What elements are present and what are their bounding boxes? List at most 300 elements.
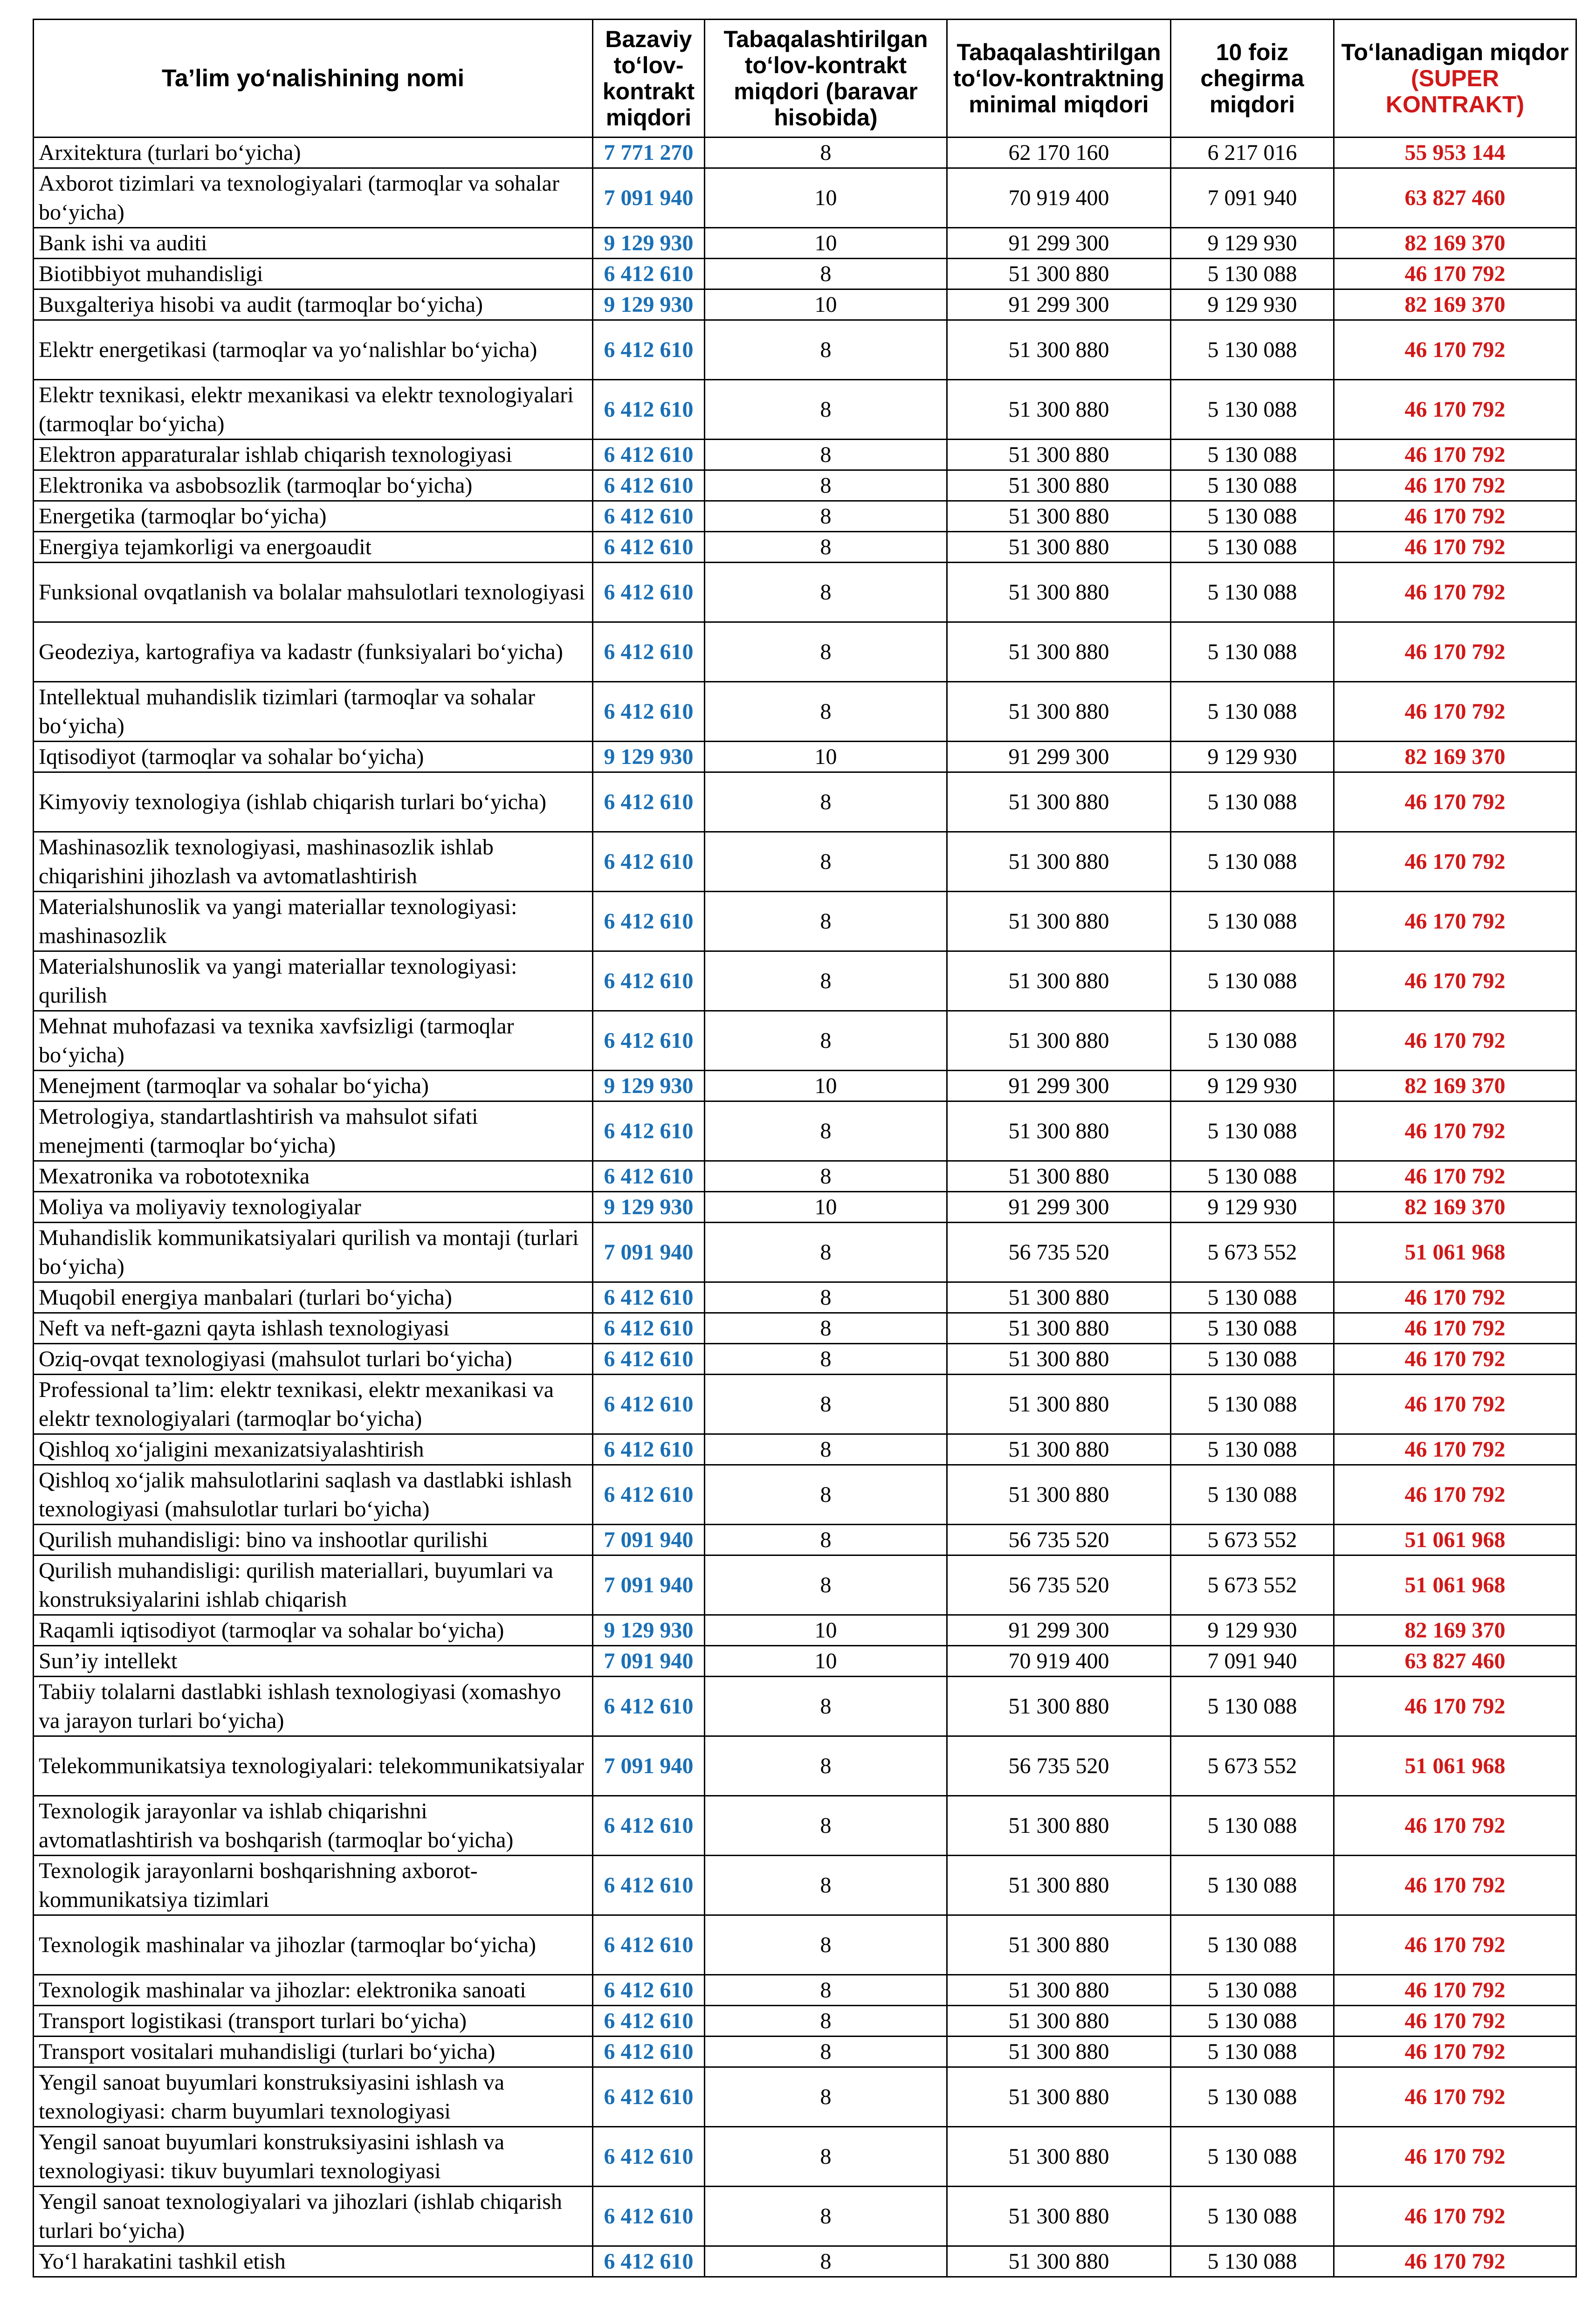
table-row [34, 1677, 1576, 1736]
base-amount-cell: 9 129 930 [593, 1615, 705, 1646]
direction-name-cell: Arxitektura (turlari bo‘yicha) [34, 138, 593, 168]
discount-cell: 5 130 088 [1171, 1344, 1334, 1375]
direction-name-cell: Texnologik mashinalar va jihozlar: elektronika sanoati [34, 1975, 593, 2006]
discount-cell: 5 130 088 [1171, 470, 1334, 501]
direction-name-cell: Telekommunikatsiya texnologiyalari: telekommunikatsiyalar [34, 1736, 593, 1796]
direction-name-cell: Moliya va moliyaviy texnologiyalar [34, 1192, 593, 1223]
base-amount-cell: 6 412 610 [593, 951, 705, 1011]
payable-amount-cell: 82 169 370 [1334, 1615, 1576, 1646]
discount-cell: 5 130 088 [1171, 832, 1334, 892]
table-row [34, 1856, 1576, 1915]
coefficient-cell: 8 [705, 2246, 947, 2277]
table-row [34, 2246, 1576, 2277]
base-amount-cell: 7 091 940 [593, 1736, 705, 1796]
discount-cell: 5 130 088 [1171, 2246, 1334, 2277]
payable-amount-cell: 46 170 792 [1334, 320, 1576, 380]
direction-name-cell: Materialshunoslik va yangi materiallar texnologiyasi: qurilish [34, 951, 593, 1011]
base-amount-cell: 6 412 610 [593, 2127, 705, 2187]
minimal-amount-cell: 91 299 300 [947, 1071, 1171, 1101]
minimal-amount-cell: 51 300 880 [947, 892, 1171, 951]
coefficient-cell: 8 [705, 1101, 947, 1161]
direction-name-cell: Elektron apparaturalar ishlab chiqarish texnologiyasi [34, 440, 593, 470]
coefficient-cell: 8 [705, 1223, 947, 1282]
table-row [34, 563, 1576, 622]
table-row [34, 1344, 1576, 1375]
payable-amount-cell: 51 061 968 [1334, 1736, 1576, 1796]
discount-cell: 9 129 930 [1171, 228, 1334, 259]
discount-cell: 6 217 016 [1171, 138, 1334, 168]
payable-amount-cell: 82 169 370 [1334, 1071, 1576, 1101]
coefficient-cell: 8 [705, 1677, 947, 1736]
table-row [34, 622, 1576, 682]
base-amount-cell: 6 412 610 [593, 1465, 705, 1525]
minimal-amount-cell: 51 300 880 [947, 1161, 1171, 1192]
discount-cell: 5 673 552 [1171, 1223, 1334, 1282]
base-amount-cell: 6 412 610 [593, 2037, 705, 2067]
minimal-amount-cell: 51 300 880 [947, 380, 1171, 440]
payable-amount-cell: 51 061 968 [1334, 1555, 1576, 1615]
base-amount-cell: 6 412 610 [593, 2246, 705, 2277]
base-amount-cell: 6 412 610 [593, 1796, 705, 1856]
payable-amount-cell: 46 170 792 [1334, 1856, 1576, 1915]
minimal-amount-cell: 70 919 400 [947, 1646, 1171, 1677]
base-amount-cell: 6 412 610 [593, 622, 705, 682]
payable-amount-cell: 46 170 792 [1334, 2067, 1576, 2127]
discount-cell: 5 673 552 [1171, 1555, 1334, 1615]
payable-amount-cell: 46 170 792 [1334, 2127, 1576, 2187]
minimal-amount-cell: 51 300 880 [947, 2006, 1171, 2037]
payable-amount-cell: 46 170 792 [1334, 501, 1576, 532]
table-row [34, 2037, 1576, 2067]
discount-cell: 5 673 552 [1171, 1525, 1334, 1555]
payable-amount-cell: 46 170 792 [1334, 1101, 1576, 1161]
base-amount-cell: 7 091 940 [593, 1223, 705, 1282]
minimal-amount-cell: 62 170 160 [947, 138, 1171, 168]
direction-name-cell: Raqamli iqtisodiyot (tarmoqlar va sohalar bo‘yicha) [34, 1615, 593, 1646]
table-row [34, 470, 1576, 501]
payable-amount-cell: 46 170 792 [1334, 1915, 1576, 1975]
direction-name-cell: Bank ishi va auditi [34, 228, 593, 259]
header-payable-label: To‘lanadigan miqdor [1341, 39, 1569, 65]
payable-amount-cell: 46 170 792 [1334, 532, 1576, 563]
coefficient-cell: 10 [705, 1192, 947, 1223]
minimal-amount-cell: 51 300 880 [947, 563, 1171, 622]
header-direction-name: Ta’lim yo‘nalishining nomi [34, 20, 593, 138]
direction-name-cell: Yengil sanoat buyumlari konstruksiyasini ishlash va texnologiyasi: charm buyumlari texnologiyasi [34, 2067, 593, 2127]
table-row [34, 289, 1576, 320]
discount-cell: 5 130 088 [1171, 1434, 1334, 1465]
base-amount-cell: 6 412 610 [593, 1915, 705, 1975]
base-amount-cell: 6 412 610 [593, 1375, 705, 1434]
coefficient-cell: 10 [705, 1071, 947, 1101]
direction-name-cell: Elektr texnikasi, elektr mexanikasi va elektr texnologiyalari (tarmoqlar bo‘yicha) [34, 380, 593, 440]
table-row [34, 138, 1576, 168]
payable-amount-cell: 46 170 792 [1334, 1975, 1576, 2006]
base-amount-cell: 9 129 930 [593, 289, 705, 320]
payable-amount-cell: 82 169 370 [1334, 1192, 1576, 1223]
table-row [34, 2127, 1576, 2187]
base-amount-cell: 7 091 940 [593, 1555, 705, 1615]
direction-name-cell: Intellektual muhandislik tizimlari (tarmoqlar va sohalar bo‘yicha) [34, 682, 593, 742]
discount-cell: 5 130 088 [1171, 1101, 1334, 1161]
discount-cell: 5 130 088 [1171, 2067, 1334, 2127]
discount-cell: 9 129 930 [1171, 1071, 1334, 1101]
direction-name-cell: Iqtisodiyot (tarmoqlar va sohalar bo‘yicha) [34, 742, 593, 772]
minimal-amount-cell: 70 919 400 [947, 168, 1171, 228]
coefficient-cell: 8 [705, 138, 947, 168]
base-amount-cell: 6 412 610 [593, 532, 705, 563]
table-row [34, 742, 1576, 772]
payable-amount-cell: 46 170 792 [1334, 1375, 1576, 1434]
header-super-contract-label: (SUPER KONTRAKT) [1385, 65, 1525, 117]
coefficient-cell: 10 [705, 1615, 947, 1646]
discount-cell: 5 130 088 [1171, 320, 1334, 380]
payable-amount-cell: 46 170 792 [1334, 1011, 1576, 1071]
direction-name-cell: Texnologik mashinalar va jihozlar (tarmoqlar bo‘yicha) [34, 1915, 593, 1975]
table-row [34, 1975, 1576, 2006]
direction-name-cell: Elektr energetikasi (tarmoqlar va yo‘nalishlar bo‘yicha) [34, 320, 593, 380]
header-row [34, 20, 1576, 138]
direction-name-cell: Buxgalteriya hisobi va audit (tarmoqlar bo‘yicha) [34, 289, 593, 320]
discount-cell: 5 130 088 [1171, 1313, 1334, 1344]
minimal-amount-cell: 51 300 880 [947, 259, 1171, 289]
base-amount-cell: 6 412 610 [593, 1313, 705, 1344]
table-row [34, 228, 1576, 259]
minimal-amount-cell: 51 300 880 [947, 1375, 1171, 1434]
coefficient-cell: 8 [705, 2067, 947, 2127]
direction-name-cell: Sun’iy intellekt [34, 1646, 593, 1677]
payable-amount-cell: 46 170 792 [1334, 563, 1576, 622]
base-amount-cell: 7 091 940 [593, 1646, 705, 1677]
table-row [34, 440, 1576, 470]
base-amount-cell: 6 412 610 [593, 380, 705, 440]
table-row [34, 832, 1576, 892]
payable-amount-cell: 46 170 792 [1334, 259, 1576, 289]
coefficient-cell: 8 [705, 622, 947, 682]
payable-amount-cell: 46 170 792 [1334, 2187, 1576, 2246]
discount-cell: 5 130 088 [1171, 1375, 1334, 1434]
table-row [34, 1161, 1576, 1192]
discount-cell: 5 130 088 [1171, 2187, 1334, 2246]
minimal-amount-cell: 51 300 880 [947, 440, 1171, 470]
direction-name-cell: Mashinasozlik texnologiyasi, mashinasozlik ishlab chiqarishini jihozlash va avtomatlashtirish [34, 832, 593, 892]
discount-cell: 5 130 088 [1171, 532, 1334, 563]
payable-amount-cell: 46 170 792 [1334, 1796, 1576, 1856]
direction-name-cell: Oziq-ovqat texnologiyasi (mahsulot turlari bo‘yicha) [34, 1344, 593, 1375]
table-row [34, 259, 1576, 289]
payable-amount-cell: 46 170 792 [1334, 832, 1576, 892]
base-amount-cell: 6 412 610 [593, 1282, 705, 1313]
discount-cell: 5 130 088 [1171, 2037, 1334, 2067]
base-amount-cell: 6 412 610 [593, 259, 705, 289]
minimal-amount-cell: 51 300 880 [947, 1282, 1171, 1313]
table-row [34, 1011, 1576, 1071]
minimal-amount-cell: 51 300 880 [947, 2067, 1171, 2127]
table-row [34, 1525, 1576, 1555]
payable-amount-cell: 46 170 792 [1334, 2246, 1576, 2277]
minimal-amount-cell: 51 300 880 [947, 2187, 1171, 2246]
minimal-amount-cell: 51 300 880 [947, 470, 1171, 501]
minimal-amount-cell: 91 299 300 [947, 228, 1171, 259]
discount-cell: 5 673 552 [1171, 1736, 1334, 1796]
table-row [34, 1375, 1576, 1434]
payable-amount-cell: 46 170 792 [1334, 2037, 1576, 2067]
base-amount-cell: 9 129 930 [593, 228, 705, 259]
payable-amount-cell: 63 827 460 [1334, 1646, 1576, 1677]
payable-amount-cell: 82 169 370 [1334, 742, 1576, 772]
discount-cell: 5 130 088 [1171, 2127, 1334, 2187]
discount-cell: 5 130 088 [1171, 1915, 1334, 1975]
direction-name-cell: Axborot tizimlari va texnologiyalari (tarmoqlar va sohalar bo‘yicha) [34, 168, 593, 228]
minimal-amount-cell: 51 300 880 [947, 1677, 1171, 1736]
minimal-amount-cell: 56 735 520 [947, 1736, 1171, 1796]
base-amount-cell: 6 412 610 [593, 1101, 705, 1161]
payable-amount-cell: 46 170 792 [1334, 682, 1576, 742]
direction-name-cell: Qishloq xo‘jaligini mexanizatsiyalashtirish [34, 1434, 593, 1465]
coefficient-cell: 8 [705, 470, 947, 501]
base-amount-cell: 6 412 610 [593, 832, 705, 892]
table-row [34, 1646, 1576, 1677]
base-amount-cell: 6 412 610 [593, 1011, 705, 1071]
minimal-amount-cell: 51 300 880 [947, 1011, 1171, 1071]
table-row [34, 1192, 1576, 1223]
base-amount-cell: 6 412 610 [593, 563, 705, 622]
minimal-amount-cell: 91 299 300 [947, 1615, 1171, 1646]
minimal-amount-cell: 51 300 880 [947, 2037, 1171, 2067]
minimal-amount-cell: 51 300 880 [947, 320, 1171, 380]
base-amount-cell: 6 412 610 [593, 1975, 705, 2006]
header-payable-amount [1334, 20, 1576, 138]
discount-cell: 5 130 088 [1171, 563, 1334, 622]
base-amount-cell: 6 412 610 [593, 2187, 705, 2246]
coefficient-cell: 8 [705, 563, 947, 622]
discount-cell: 9 129 930 [1171, 1192, 1334, 1223]
coefficient-cell: 8 [705, 892, 947, 951]
table-row [34, 1796, 1576, 1856]
table-row [34, 1736, 1576, 1796]
payable-amount-cell: 46 170 792 [1334, 951, 1576, 1011]
coefficient-cell: 8 [705, 1375, 947, 1434]
coefficient-cell: 8 [705, 951, 947, 1011]
minimal-amount-cell: 51 300 880 [947, 1465, 1171, 1525]
discount-cell: 5 130 088 [1171, 1465, 1334, 1525]
payable-amount-cell: 46 170 792 [1334, 772, 1576, 832]
payable-amount-cell: 46 170 792 [1334, 470, 1576, 501]
coefficient-cell: 8 [705, 2006, 947, 2037]
direction-name-cell: Qishloq xo‘jalik mahsulotlarini saqlash va dastlabki ishlash texnologiyasi (mahsulotlar turlari bo‘yicha) [34, 1465, 593, 1525]
direction-name-cell: Transport vositalari muhandisligi (turlari bo‘yicha) [34, 2037, 593, 2067]
discount-cell: 5 130 088 [1171, 622, 1334, 682]
direction-name-cell: Menejment (tarmoqlar va sohalar bo‘yicha) [34, 1071, 593, 1101]
discount-cell: 5 130 088 [1171, 259, 1334, 289]
payable-amount-cell: 46 170 792 [1334, 622, 1576, 682]
payable-amount-cell: 46 170 792 [1334, 2006, 1576, 2037]
discount-cell: 5 130 088 [1171, 951, 1334, 1011]
direction-name-cell: Energetika (tarmoqlar bo‘yicha) [34, 501, 593, 532]
coefficient-cell: 8 [705, 1344, 947, 1375]
base-amount-cell: 7 771 270 [593, 138, 705, 168]
direction-name-cell: Yo‘l harakatini tashkil etish [34, 2246, 593, 2277]
base-amount-cell: 6 412 610 [593, 772, 705, 832]
table-row [34, 1282, 1576, 1313]
table-row [34, 168, 1576, 228]
header-coefficient: Tabaqalashtirilgan to‘lov-kontrakt miqdori (baravar hisobida) [705, 20, 947, 138]
base-amount-cell: 6 412 610 [593, 1856, 705, 1915]
minimal-amount-cell: 51 300 880 [947, 1434, 1171, 1465]
direction-name-cell: Metrologiya, standartlashtirish va mahsulot sifati menejmenti (tarmoqlar bo‘yicha) [34, 1101, 593, 1161]
minimal-amount-cell: 51 300 880 [947, 1915, 1171, 1975]
minimal-amount-cell: 51 300 880 [947, 1313, 1171, 1344]
direction-name-cell: Materialshunoslik va yangi materiallar texnologiyasi: mashinasozlik [34, 892, 593, 951]
coefficient-cell: 8 [705, 1555, 947, 1615]
coefficient-cell: 10 [705, 289, 947, 320]
coefficient-cell: 8 [705, 1796, 947, 1856]
minimal-amount-cell: 51 300 880 [947, 1344, 1171, 1375]
direction-name-cell: Tabiiy tolalarni dastlabki ishlash texnologiyasi (xomashyo va jarayon turlari bo‘yicha) [34, 1677, 593, 1736]
discount-cell: 5 130 088 [1171, 440, 1334, 470]
minimal-amount-cell: 51 300 880 [947, 2246, 1171, 2277]
minimal-amount-cell: 56 735 520 [947, 1555, 1171, 1615]
header-base-amount: Bazaviy to‘lov-kontrakt miqdori [593, 20, 705, 138]
discount-cell: 5 130 088 [1171, 1856, 1334, 1915]
base-amount-cell: 6 412 610 [593, 501, 705, 532]
minimal-amount-cell: 51 300 880 [947, 2127, 1171, 2187]
direction-name-cell: Elektronika va asbobsozlik (tarmoqlar bo‘yicha) [34, 470, 593, 501]
minimal-amount-cell: 91 299 300 [947, 1192, 1171, 1223]
table-row [34, 532, 1576, 563]
coefficient-cell: 8 [705, 1011, 947, 1071]
minimal-amount-cell: 91 299 300 [947, 289, 1171, 320]
discount-cell: 9 129 930 [1171, 742, 1334, 772]
coefficient-cell: 8 [705, 1856, 947, 1915]
direction-name-cell: Yengil sanoat buyumlari konstruksiyasini ishlash va texnologiyasi: tikuv buyumlari texnologiyasi [34, 2127, 593, 2187]
base-amount-cell: 6 412 610 [593, 320, 705, 380]
table-row [34, 1313, 1576, 1344]
discount-cell: 5 130 088 [1171, 1161, 1334, 1192]
coefficient-cell: 8 [705, 259, 947, 289]
payable-amount-cell: 46 170 792 [1334, 380, 1576, 440]
payable-amount-cell: 46 170 792 [1334, 440, 1576, 470]
minimal-amount-cell: 56 735 520 [947, 1525, 1171, 1555]
payable-amount-cell: 46 170 792 [1334, 1434, 1576, 1465]
base-amount-cell: 9 129 930 [593, 742, 705, 772]
table-row [34, 892, 1576, 951]
discount-cell: 5 130 088 [1171, 1011, 1334, 1071]
table-row [34, 1555, 1576, 1615]
discount-cell: 5 130 088 [1171, 380, 1334, 440]
coefficient-cell: 10 [705, 1646, 947, 1677]
payable-amount-cell: 82 169 370 [1334, 228, 1576, 259]
coefficient-cell: 8 [705, 1975, 947, 2006]
table-row [34, 501, 1576, 532]
header-minimal-amount: Tabaqalashtirilgan to‘lov-kontraktning minimal miqdori [947, 20, 1171, 138]
minimal-amount-cell: 51 300 880 [947, 1796, 1171, 1856]
table-row [34, 1223, 1576, 1282]
discount-cell: 5 130 088 [1171, 2006, 1334, 2037]
header-discount: 10 foiz chegirma miqdori [1171, 20, 1334, 138]
base-amount-cell: 6 412 610 [593, 2067, 705, 2127]
discount-cell: 7 091 940 [1171, 1646, 1334, 1677]
discount-cell: 5 130 088 [1171, 1975, 1334, 2006]
minimal-amount-cell: 51 300 880 [947, 1975, 1171, 2006]
table-row [34, 2067, 1576, 2127]
payable-amount-cell: 55 953 144 [1334, 138, 1576, 168]
discount-cell: 9 129 930 [1171, 289, 1334, 320]
payable-amount-cell: 46 170 792 [1334, 1161, 1576, 1192]
payable-amount-cell: 51 061 968 [1334, 1223, 1576, 1282]
coefficient-cell: 8 [705, 440, 947, 470]
direction-name-cell: Texnologik jarayonlar va ishlab chiqarishni avtomatlashtirish va boshqarish (tarmoqlar bo‘yicha) [34, 1796, 593, 1856]
direction-name-cell: Muqobil energiya manbalari (turlari bo‘yicha) [34, 1282, 593, 1313]
base-amount-cell: 7 091 940 [593, 168, 705, 228]
table-row [34, 1071, 1576, 1101]
table-row [34, 1434, 1576, 1465]
table-row [34, 682, 1576, 742]
base-amount-cell: 6 412 610 [593, 1161, 705, 1192]
table-row [34, 380, 1576, 440]
direction-name-cell: Neft va neft-gazni qayta ishlash texnologiyasi [34, 1313, 593, 1344]
table-row [34, 772, 1576, 832]
coefficient-cell: 8 [705, 1525, 947, 1555]
coefficient-cell: 8 [705, 2127, 947, 2187]
minimal-amount-cell: 51 300 880 [947, 622, 1171, 682]
coefficient-cell: 8 [705, 320, 947, 380]
discount-cell: 5 130 088 [1171, 892, 1334, 951]
minimal-amount-cell: 51 300 880 [947, 501, 1171, 532]
direction-name-cell: Qurilish muhandisligi: qurilish materiallari, buyumlari va konstruksiyalarini ishlab chiqarish [34, 1555, 593, 1615]
discount-cell: 9 129 930 [1171, 1615, 1334, 1646]
base-amount-cell: 6 412 610 [593, 470, 705, 501]
minimal-amount-cell: 51 300 880 [947, 772, 1171, 832]
discount-cell: 5 130 088 [1171, 1282, 1334, 1313]
coefficient-cell: 8 [705, 832, 947, 892]
discount-cell: 5 130 088 [1171, 682, 1334, 742]
direction-name-cell: Yengil sanoat texnologiyalari va jihozlari (ishlab chiqarish turlari bo‘yicha) [34, 2187, 593, 2246]
coefficient-cell: 8 [705, 772, 947, 832]
coefficient-cell: 8 [705, 2037, 947, 2067]
base-amount-cell: 6 412 610 [593, 1344, 705, 1375]
direction-name-cell: Transport logistikasi (transport turlari bo‘yicha) [34, 2006, 593, 2037]
direction-name-cell: Geodeziya, kartografiya va kadastr (funksiyalari bo‘yicha) [34, 622, 593, 682]
direction-name-cell: Energiya tejamkorligi va energoaudit [34, 532, 593, 563]
table-header [34, 20, 1576, 138]
coefficient-cell: 8 [705, 682, 947, 742]
direction-name-cell: Mexatronika va robototexnika [34, 1161, 593, 1192]
direction-name-cell: Mehnat muhofazasi va texnika xavfsizligi (tarmoqlar bo‘yicha) [34, 1011, 593, 1071]
payable-amount-cell: 46 170 792 [1334, 1677, 1576, 1736]
base-amount-cell: 6 412 610 [593, 2006, 705, 2037]
discount-cell: 5 130 088 [1171, 772, 1334, 832]
discount-cell: 5 130 088 [1171, 1796, 1334, 1856]
discount-cell: 7 091 940 [1171, 168, 1334, 228]
coefficient-cell: 8 [705, 532, 947, 563]
coefficient-cell: 10 [705, 168, 947, 228]
coefficient-cell: 8 [705, 2187, 947, 2246]
base-amount-cell: 9 129 930 [593, 1071, 705, 1101]
table-row [34, 2006, 1576, 2037]
base-amount-cell: 9 129 930 [593, 1192, 705, 1223]
payable-amount-cell: 46 170 792 [1334, 892, 1576, 951]
base-amount-cell: 6 412 610 [593, 1434, 705, 1465]
direction-name-cell: Qurilish muhandisligi: bino va inshootlar qurilishi [34, 1525, 593, 1555]
contract-fee-table [33, 19, 1577, 2278]
payable-amount-cell: 51 061 968 [1334, 1525, 1576, 1555]
base-amount-cell: 6 412 610 [593, 892, 705, 951]
coefficient-cell: 8 [705, 1736, 947, 1796]
table-row [34, 1465, 1576, 1525]
coefficient-cell: 8 [705, 1161, 947, 1192]
table-row [34, 1615, 1576, 1646]
